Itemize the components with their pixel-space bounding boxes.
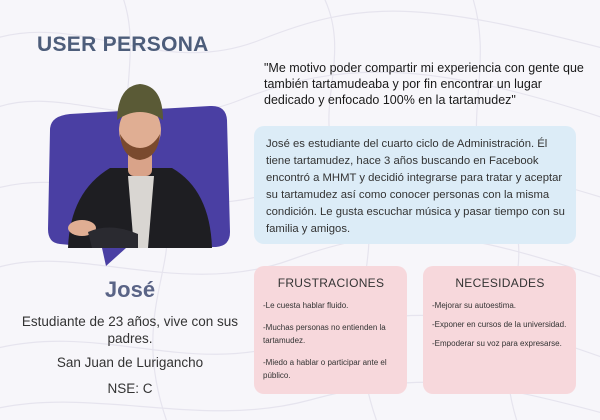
list-item: -Exponer en cursos de la universidad.: [432, 320, 567, 329]
persona-description: Estudiante de 23 años, vive con sus padres.: [21, 314, 239, 346]
persona-location: San Juan de Lurigancho: [56, 355, 204, 370]
persona-quote: "Me motivo poder compartir mi experiencia con gente que también tartamudeaba y por fin encontrar un lugar dedicado y enfocado 100% en la tartamudez": [264, 61, 584, 107]
frustraciones-title: FRUSTRACIONES: [277, 276, 385, 290]
persona-nse: NSE: C: [107, 381, 153, 396]
frustraciones-list: [263, 299, 399, 382]
persona-bio: José es estudiante del cuarto ciclo de Administración. Él tiene tartamudez, hace 3 años buscando en Facebook encontró a MHMT y decidió integrarse para tratar y aceptar su tartamudez así como conocer personas con la misma condición. Le gusta escuchar música y pasar tiempo con su familia y amigos.: [254, 126, 576, 244]
list-item: -Empoderar su voz para expresarse.: [432, 339, 562, 348]
necesidades-title: NECESIDADES: [455, 276, 545, 290]
list-item: -Mejorar su autoestima.: [432, 301, 517, 310]
list-item: -Muchas personas no entienden la tartamudez.: [263, 323, 386, 345]
persona-photo: [40, 72, 240, 272]
page-title: USER PERSONA: [37, 33, 209, 56]
necesidades-list: [432, 299, 568, 350]
list-item: -Le cuesta hablar fluido.: [263, 301, 349, 310]
necesidades-card: [423, 266, 576, 394]
frustraciones-card: [254, 266, 407, 394]
list-item: -Miedo a hablar o participar ante el público.: [263, 358, 387, 380]
persona-name: José: [104, 277, 156, 302]
